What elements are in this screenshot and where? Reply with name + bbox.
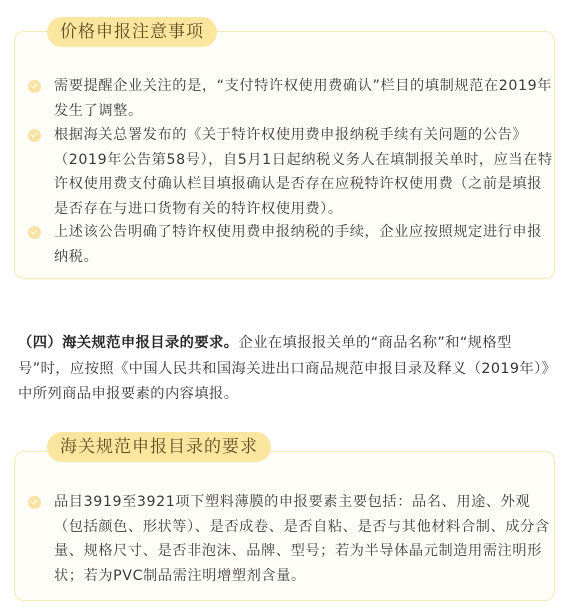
list-item xyxy=(30,490,556,588)
list-item xyxy=(30,123,556,221)
check-bullet-icon xyxy=(28,129,41,142)
body-paragraph xyxy=(18,331,558,408)
check-bullet-icon xyxy=(28,496,41,509)
paragraph-body: 企业在填报报关单的“商品名称”和“规格型号”时，应按照《中国人民共和国海关进出口商品规范申报目录及释义（2019年）》中所列商品申报要素的内容填报。 xyxy=(18,335,557,402)
section-title-declaration-catalog: 海关规范申报目录的要求 xyxy=(47,432,271,462)
list-item-text: 上述该公告明确了特许权使用费申报纳税的手续，企业应按照规定进行申报纳税。 xyxy=(54,224,542,265)
list-item xyxy=(30,74,556,123)
check-bullet-icon xyxy=(28,80,41,93)
list-item xyxy=(30,220,556,269)
section-title-price-declaration: 价格申报注意事项 xyxy=(47,17,217,47)
list-item-text: 根据海关总署发布的《关于特许权使用费申报纳税手续有关问题的公告》（2019年公告第58号），自5月1日起纳税义务人在填制报关单时，应当在特许权使用费支付确认栏目填报确认是否存在应税特许权使用费（之前是填报是否存在与进口货物有关的特许权使用费）。 xyxy=(54,127,553,217)
check-bullet-icon xyxy=(28,226,41,239)
list-item-text: 需要提醒企业关注的是，“支付特许权使用费确认”栏目的填制规范在2019年发生了调整。 xyxy=(54,78,553,119)
paragraph-heading: （四）海关规范申报目录的要求。 xyxy=(18,335,239,351)
list-item-text: 品目3919至3921项下塑料薄膜的申报要素主要包括：品名、用途、外观（包括颜色、形状等）、是否成卷、是否自粘、是否与其他材料合制、成分含量、规格尺寸、是否非泡沫、品牌、型号；若为半导体晶元制造用需注明形状；若为PVC制品需注明增塑剂含量。 xyxy=(54,494,550,584)
